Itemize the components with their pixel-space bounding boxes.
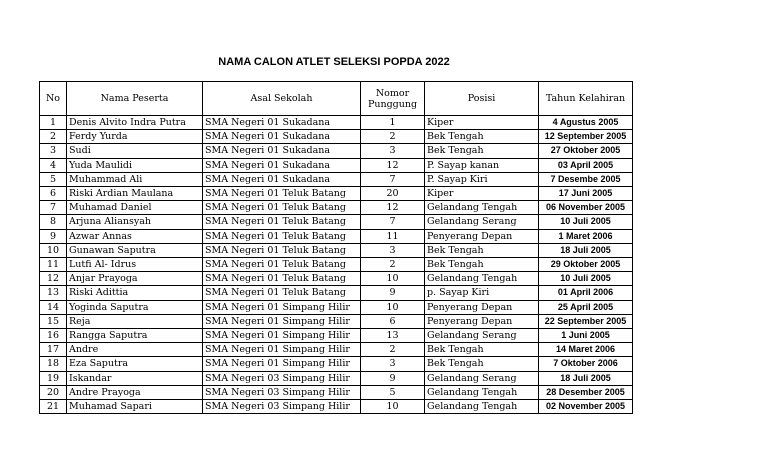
cell-posisi: Gelandang Tengah [425, 201, 539, 215]
cell-no: 7 [40, 201, 67, 215]
table-row [40, 357, 633, 371]
cell-nomor-punggung: 20 [361, 187, 425, 201]
header-nomor-line1: Nomor [375, 87, 410, 99]
cell-nomor-punggung: 1 [361, 116, 425, 130]
cell-asal-sekolah: SMA Negeri 03 Simpang Hilir [203, 385, 361, 399]
header-asal-sekolah: Asal Sekolah [203, 82, 361, 116]
cell-posisi: Bek Tengah [425, 357, 539, 371]
table-row [40, 272, 633, 286]
cell-nomor-punggung: 9 [361, 286, 425, 300]
cell-nama-peserta: Muhamad Sapari [67, 400, 203, 414]
cell-posisi: Kiper [425, 116, 539, 130]
cell-asal-sekolah: SMA Negeri 01 Sukadana [203, 158, 361, 172]
cell-nama-peserta: Sudi [67, 144, 203, 158]
cell-no: 19 [40, 371, 67, 385]
cell-nomor-punggung: 6 [361, 314, 425, 328]
cell-tahun-kelahiran: 25 April 2005 [539, 300, 633, 314]
cell-nama-peserta: Reja [67, 314, 203, 328]
cell-tahun-kelahiran: 7 Desembe 2005 [539, 172, 633, 186]
cell-asal-sekolah: SMA Negeri 01 Teluk Batang [203, 243, 361, 257]
cell-asal-sekolah: SMA Negeri 01 Teluk Batang [203, 201, 361, 215]
cell-no: 3 [40, 144, 67, 158]
table-header-row [40, 82, 633, 116]
cell-nama-peserta: Lutfi Al- Idrus [67, 258, 203, 272]
cell-posisi: Gelandang Serang [425, 329, 539, 343]
table-row [40, 400, 633, 414]
cell-tahun-kelahiran: 12 September 2005 [539, 130, 633, 144]
cell-tahun-kelahiran: 7 Oktober 2006 [539, 357, 633, 371]
cell-nama-peserta: Andre Prayoga [67, 385, 203, 399]
cell-no: 6 [40, 187, 67, 201]
cell-no: 5 [40, 172, 67, 186]
cell-tahun-kelahiran: 18 Juli 2005 [539, 243, 633, 257]
cell-nomor-punggung: 10 [361, 300, 425, 314]
cell-posisi: p. Sayap Kiri [425, 286, 539, 300]
cell-nama-peserta: Denis Alvito Indra Putra [67, 116, 203, 130]
header-nomor-punggung [361, 82, 425, 116]
cell-no: 9 [40, 229, 67, 243]
table-row [40, 201, 633, 215]
cell-nomor-punggung: 7 [361, 172, 425, 186]
cell-posisi: Gelandang Tengah [425, 272, 539, 286]
table-row [40, 258, 633, 272]
cell-nomor-punggung: 3 [361, 243, 425, 257]
cell-asal-sekolah: SMA Negeri 01 Sukadana [203, 144, 361, 158]
header-tahun-kelahiran: Tahun Kelahiran [539, 82, 633, 116]
cell-posisi: Bek Tengah [425, 144, 539, 158]
cell-no: 20 [40, 385, 67, 399]
cell-asal-sekolah: SMA Negeri 01 Sukadana [203, 172, 361, 186]
cell-nama-peserta: Andre [67, 343, 203, 357]
cell-posisi: Penyerang Depan [425, 314, 539, 328]
cell-no: 1 [40, 116, 67, 130]
document-title: NAMA CALON ATLET SELEKSI POPDA 2022 [218, 56, 450, 68]
cell-nomor-punggung: 5 [361, 385, 425, 399]
cell-tahun-kelahiran: 01 April 2006 [539, 286, 633, 300]
cell-no: 15 [40, 314, 67, 328]
cell-nomor-punggung: 2 [361, 258, 425, 272]
cell-nama-peserta: Ferdy Yurda [67, 130, 203, 144]
table-row [40, 329, 633, 343]
cell-asal-sekolah: SMA Negeri 01 Teluk Batang [203, 272, 361, 286]
cell-asal-sekolah: SMA Negeri 01 Teluk Batang [203, 258, 361, 272]
cell-asal-sekolah: SMA Negeri 03 Simpang Hilir [203, 400, 361, 414]
cell-asal-sekolah: SMA Negeri 01 Teluk Batang [203, 187, 361, 201]
table-row [40, 130, 633, 144]
cell-nama-peserta: Riski Adittia [67, 286, 203, 300]
cell-no: 8 [40, 215, 67, 229]
cell-tahun-kelahiran: 28 Desember 2005 [539, 385, 633, 399]
cell-posisi: Bek Tengah [425, 130, 539, 144]
cell-nama-peserta: Yoginda Saputra [67, 300, 203, 314]
table-row [40, 243, 633, 257]
header-nomor-line2: Punggung [367, 98, 418, 110]
header-nama-peserta: Nama Peserta [67, 82, 203, 116]
cell-nomor-punggung: 10 [361, 400, 425, 414]
table-row [40, 300, 633, 314]
cell-tahun-kelahiran: 10 Juli 2005 [539, 215, 633, 229]
cell-nomor-punggung: 7 [361, 215, 425, 229]
cell-nomor-punggung: 3 [361, 144, 425, 158]
participants-table [39, 81, 633, 414]
table-row [40, 116, 633, 130]
cell-nama-peserta: Azwar Annas [67, 229, 203, 243]
cell-tahun-kelahiran: 4 Agustus 2005 [539, 116, 633, 130]
cell-tahun-kelahiran: 1 Maret 2006 [539, 229, 633, 243]
cell-posisi: Gelandang Serang [425, 371, 539, 385]
cell-no: 16 [40, 329, 67, 343]
table-row [40, 371, 633, 385]
cell-nomor-punggung: 10 [361, 272, 425, 286]
cell-asal-sekolah: SMA Negeri 01 Sukadana [203, 116, 361, 130]
cell-nomor-punggung: 9 [361, 371, 425, 385]
table-row [40, 158, 633, 172]
cell-posisi: Penyerang Depan [425, 300, 539, 314]
cell-nama-peserta: Anjar Prayoga [67, 272, 203, 286]
table-row [40, 343, 633, 357]
cell-tahun-kelahiran: 27 Oktober 2005 [539, 144, 633, 158]
cell-posisi: Gelandang Tengah [425, 400, 539, 414]
cell-posisi: Bek Tengah [425, 258, 539, 272]
cell-asal-sekolah: SMA Negeri 01 Teluk Batang [203, 215, 361, 229]
cell-no: 10 [40, 243, 67, 257]
cell-asal-sekolah: SMA Negeri 01 Simpang Hilir [203, 314, 361, 328]
table-row [40, 215, 633, 229]
cell-no: 13 [40, 286, 67, 300]
table-row [40, 172, 633, 186]
table-row [40, 229, 633, 243]
cell-nama-peserta: Eza Saputra [67, 357, 203, 371]
cell-nomor-punggung: 12 [361, 201, 425, 215]
cell-nomor-punggung: 3 [361, 357, 425, 371]
cell-nama-peserta: Arjuna Aliansyah [67, 215, 203, 229]
cell-posisi: Bek Tengah [425, 343, 539, 357]
cell-tahun-kelahiran: 06 November 2005 [539, 201, 633, 215]
table-row [40, 187, 633, 201]
cell-no: 17 [40, 343, 67, 357]
cell-no: 14 [40, 300, 67, 314]
cell-no: 4 [40, 158, 67, 172]
cell-asal-sekolah: SMA Negeri 03 Simpang Hilir [203, 371, 361, 385]
cell-tahun-kelahiran: 03 April 2005 [539, 158, 633, 172]
cell-nama-peserta: Yuda Maulidi [67, 158, 203, 172]
cell-asal-sekolah: SMA Negeri 01 Simpang Hilir [203, 357, 361, 371]
cell-posisi: Gelandang Serang [425, 215, 539, 229]
cell-tahun-kelahiran: 1 Juni 2005 [539, 329, 633, 343]
header-no: No [40, 82, 67, 116]
cell-no: 11 [40, 258, 67, 272]
cell-posisi: Kiper [425, 187, 539, 201]
cell-posisi: Gelandang Tengah [425, 385, 539, 399]
cell-no: 18 [40, 357, 67, 371]
table-row [40, 286, 633, 300]
cell-tahun-kelahiran: 22 September 2005 [539, 314, 633, 328]
cell-nama-peserta: Iskandar [67, 371, 203, 385]
cell-nama-peserta: Riski Ardian Maulana [67, 187, 203, 201]
cell-nomor-punggung: 11 [361, 229, 425, 243]
cell-nama-peserta: Gunawan Saputra [67, 243, 203, 257]
cell-posisi: Penyerang Depan [425, 229, 539, 243]
cell-nama-peserta: Muhammad Ali [67, 172, 203, 186]
cell-nomor-punggung: 12 [361, 158, 425, 172]
table-row [40, 314, 633, 328]
cell-nomor-punggung: 2 [361, 343, 425, 357]
cell-tahun-kelahiran: 29 Oktober 2005 [539, 258, 633, 272]
table-row [40, 385, 633, 399]
cell-tahun-kelahiran: 14 Maret 2006 [539, 343, 633, 357]
cell-asal-sekolah: SMA Negeri 01 Simpang Hilir [203, 329, 361, 343]
cell-nomor-punggung: 13 [361, 329, 425, 343]
cell-tahun-kelahiran: 17 Juni 2005 [539, 187, 633, 201]
cell-tahun-kelahiran: 18 Juli 2005 [539, 371, 633, 385]
cell-no: 21 [40, 400, 67, 414]
cell-posisi: P. Sayap kanan [425, 158, 539, 172]
cell-asal-sekolah: SMA Negeri 01 Sukadana [203, 130, 361, 144]
cell-asal-sekolah: SMA Negeri 01 Simpang Hilir [203, 343, 361, 357]
header-posisi: Posisi [425, 82, 539, 116]
cell-nama-peserta: Muhamad Daniel [67, 201, 203, 215]
cell-asal-sekolah: SMA Negeri 01 Teluk Batang [203, 229, 361, 243]
cell-posisi: Bek Tengah [425, 243, 539, 257]
cell-tahun-kelahiran: 10 Juli 2005 [539, 272, 633, 286]
cell-no: 2 [40, 130, 67, 144]
cell-no: 12 [40, 272, 67, 286]
cell-asal-sekolah: SMA Negeri 01 Simpang Hilir [203, 300, 361, 314]
cell-nomor-punggung: 2 [361, 130, 425, 144]
cell-tahun-kelahiran: 02 November 2005 [539, 400, 633, 414]
cell-nama-peserta: Rangga Saputra [67, 329, 203, 343]
table-row [40, 144, 633, 158]
cell-asal-sekolah: SMA Negeri 01 Teluk Batang [203, 286, 361, 300]
cell-posisi: P. Sayap Kiri [425, 172, 539, 186]
